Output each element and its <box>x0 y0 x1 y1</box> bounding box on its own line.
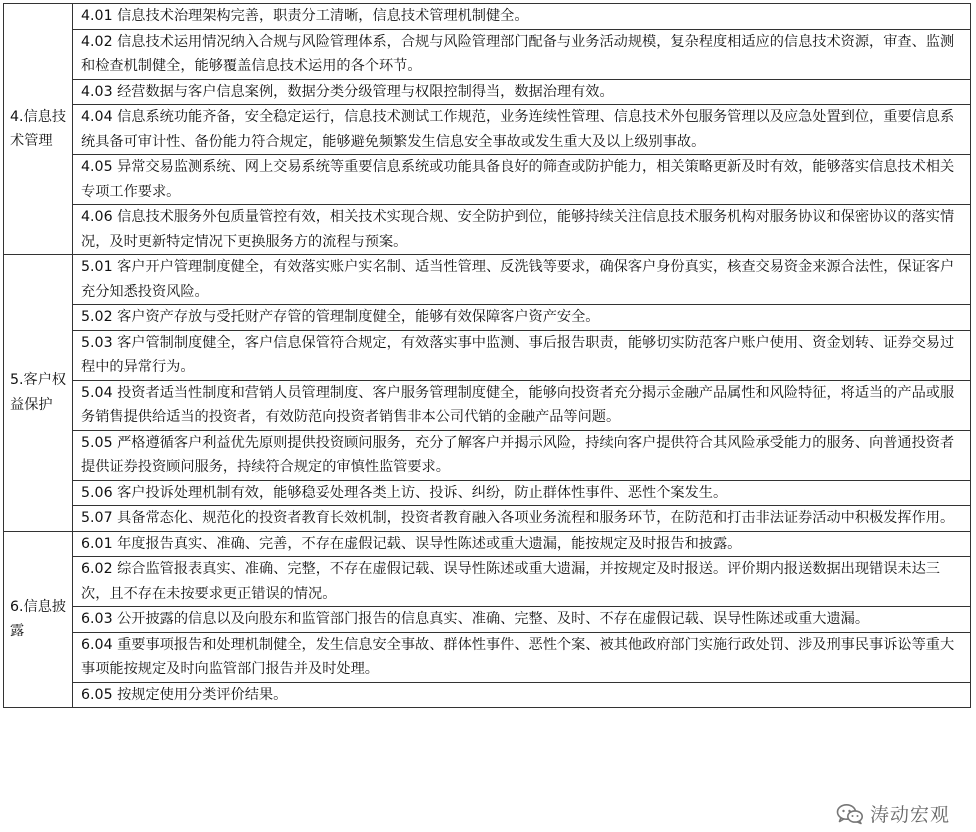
table-row <box>4 380 971 430</box>
table-row <box>4 155 971 205</box>
table-row <box>4 506 971 532</box>
criterion-cell: 4.04 信息系统功能齐备，安全稳定运行，信息技术测试工作规范，业务连续性管理、信息技术外包服务管理以及应急处置到位，重要信息系统具备可审计性、备份能力符合规定，能够避免频繁发生信息安全事故或发生重大及以上级别事故。 <box>73 105 971 155</box>
criterion-cell: 6.03 公开披露的信息以及向股东和监管部门报告的信息真实、准确、完整、及时、不存在虚假记载、误导性陈述或重大遗漏。 <box>73 607 971 633</box>
table-row <box>4 4 971 30</box>
table-row <box>4 607 971 633</box>
evaluation-table-body <box>4 4 971 708</box>
criterion-cell: 5.05 严格遵循客户利益优先原则提供投资顾问服务，充分了解客户并揭示风险，持续向客户提供符合其风险承受能力的服务、向普通投资者提供证券投资顾问服务，持续符合规定的审慎性监管要求。 <box>73 430 971 480</box>
table-row <box>4 430 971 480</box>
evaluation-table <box>3 3 971 708</box>
criterion-cell: 6.02 综合监管报表真实、准确、完整，不存在虚假记载、误导性陈述或重大遗漏，并按规定及时报送。评价期内报送数据出现错误未达三次，且不存在未按要求更正错误的情况。 <box>73 557 971 607</box>
criterion-cell: 5.02 客户资产存放与受托财产存管的管理制度健全，能够有效保障客户资产安全。 <box>73 305 971 331</box>
watermark <box>832 799 954 828</box>
criterion-cell: 6.01 年度报告真实、准确、完善，不存在虚假记载、误导性陈述或重大遗漏，能按规定及时报告和披露。 <box>73 531 971 557</box>
criterion-cell: 4.03 经营数据与客户信息案例，数据分类分级管理与权限控制得当，数据治理有效。 <box>73 79 971 105</box>
table-row <box>4 330 971 380</box>
criterion-cell: 5.01 客户开户管理制度健全，有效落实账户实名制、适当性管理、反洗钱等要求，确保客户身份真实，核查交易资金来源合法性，保证客户充分知悉投资风险。 <box>73 255 971 305</box>
criterion-cell: 5.04 投资者适当性制度和营销人员管理制度、客户服务管理制度健全，能够向投资者充分揭示金融产品属性和风险特征，将适当的产品或服务销售提供给适当的投资者，有效防范向投资者销售非本公司代销的金融产品等问题。 <box>73 380 971 430</box>
category-cell: 4.信息技术管理 <box>4 4 73 255</box>
watermark-text: 涛动宏观 <box>869 804 950 826</box>
table-row <box>4 105 971 155</box>
table-row <box>4 632 971 682</box>
table-row <box>4 305 971 331</box>
category-cell: 6.信息披露 <box>4 531 73 708</box>
criterion-cell: 6.04 重要事项报告和处理机制健全，发生信息安全事故、群体性事件、恶性个案、被其他政府部门实施行政处罚、涉及刑事民事诉讼等重大事项能按规定及时向监管部门报告并及时处理。 <box>73 632 971 682</box>
table-row <box>4 480 971 506</box>
table-row <box>4 531 971 557</box>
table-row <box>4 682 971 708</box>
criterion-cell: 5.03 客户管制制度健全，客户信息保管符合规定，有效落实事中监测、事后报告职责，能够切实防范客户账户使用、资金划转、证券交易过程中的异常行为。 <box>73 330 971 380</box>
table-row <box>4 255 971 305</box>
criterion-cell: 4.01 信息技术治理架构完善，职责分工清晰，信息技术管理机制健全。 <box>73 4 971 30</box>
criterion-cell: 4.02 信息技术运用情况纳入合规与风险管理体系，合规与风险管理部门配备与业务活动规模，复杂程度相适应的信息技术资源，审查、监测和检查机制健全，能够覆盖信息技术运用的各个环节。 <box>73 29 971 79</box>
table-row <box>4 557 971 607</box>
criterion-cell: 4.06 信息技术服务外包质量管控有效，相关技术实现合规、安全防护到位，能够持续关注信息技术服务机构对服务协议和保密协议的落实情况，及时更新特定情况下更换服务方的流程与预案。 <box>73 205 971 255</box>
table-row <box>4 79 971 105</box>
criterion-cell: 6.05 按规定使用分类评价结果。 <box>73 682 971 708</box>
table-row <box>4 205 971 255</box>
table-row <box>4 29 971 79</box>
wechat-icon <box>836 803 864 825</box>
category-cell: 5.客户权益保护 <box>4 255 73 532</box>
criterion-cell: 5.07 具备常态化、规范化的投资者教育长效机制，投资者教育融入各项业务流程和服务环节，在防范和打击非法证券活动中积极发挥作用。 <box>73 506 971 532</box>
criterion-cell: 4.05 异常交易监测系统、网上交易系统等重要信息系统或功能具备良好的筛查或防护能力，相关策略更新及时有效，能够落实信息技术相关专项工作要求。 <box>73 155 971 205</box>
criterion-cell: 5.06 客户投诉处理机制有效，能够稳妥处理各类上访、投诉、纠纷，防止群体性事件、恶性个案发生。 <box>73 480 971 506</box>
